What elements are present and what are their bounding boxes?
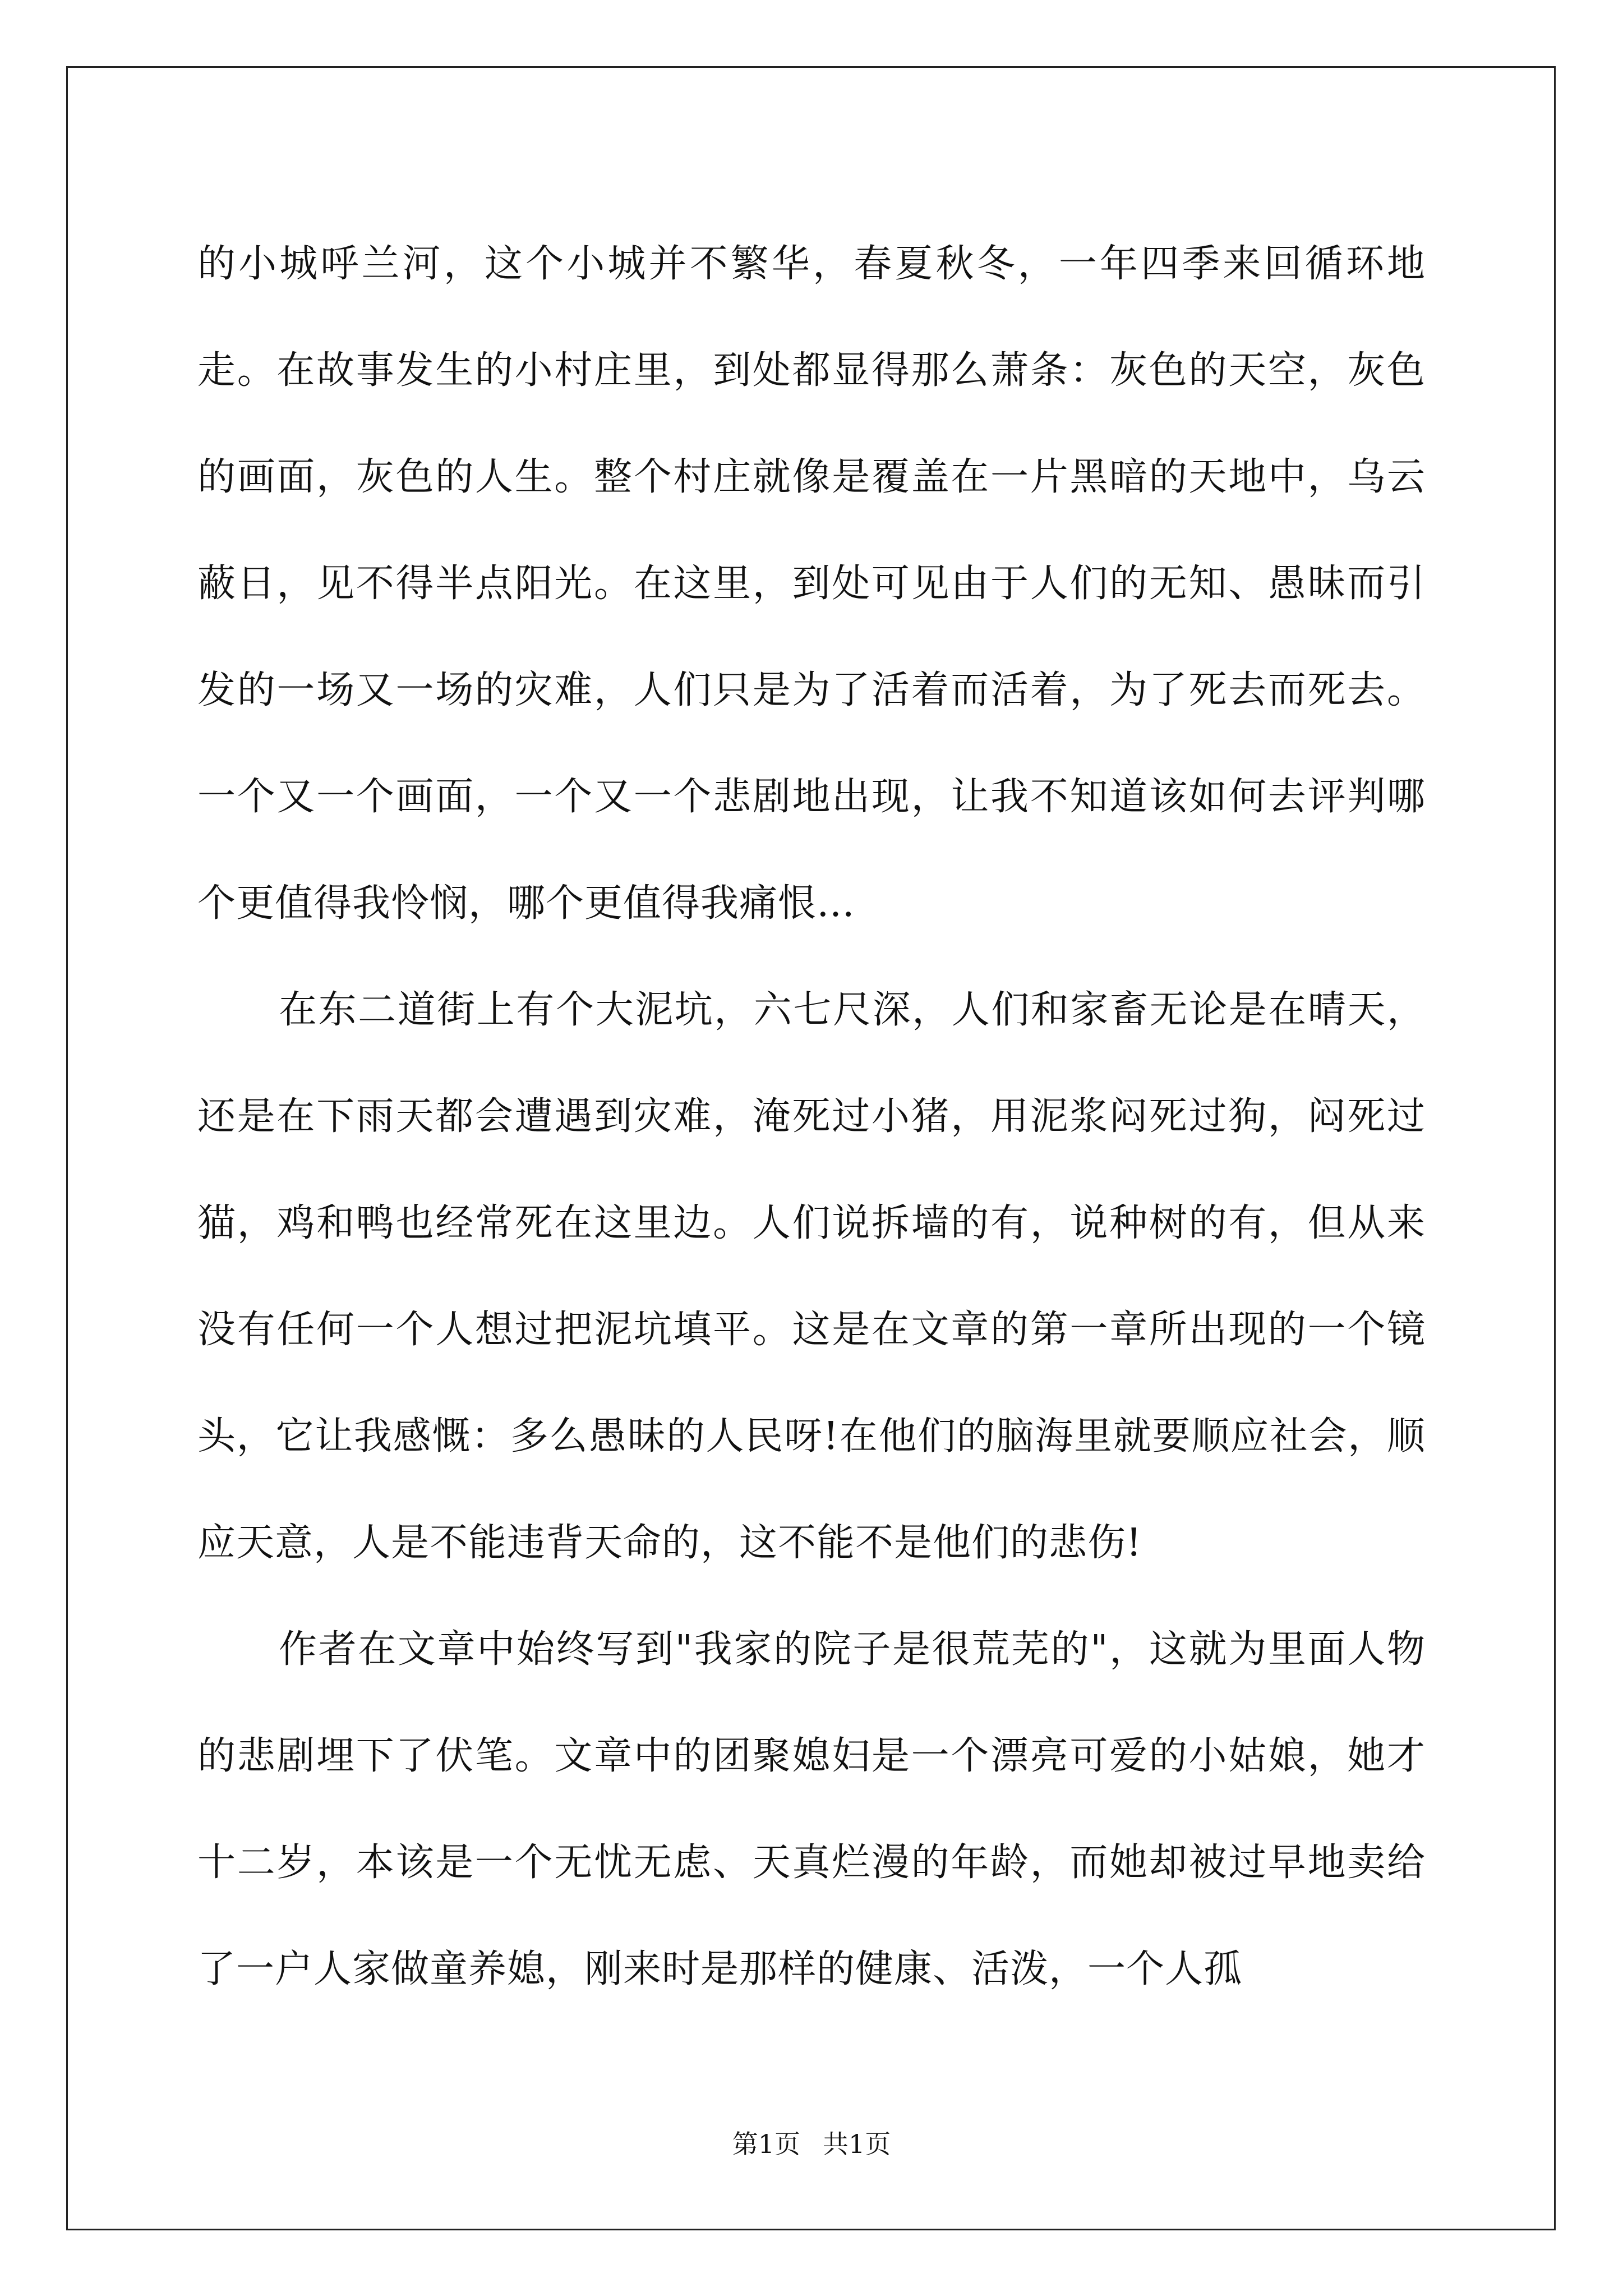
page-total: 共1页	[823, 2129, 891, 2159]
paragraph-3: 作者在文章中始终写到"我家的院子是很荒芜的"，这就为里面人物的悲剧埋下了伏笔。文章中的团聚媳妇是一个漂亮可爱的小姑娘，她才十二岁，本该是一个无忧无虑、天真烂漫的年龄，而她却被过早地卖给了一户人家做童养媳，刚来时是那样的健康、活泼，一个人孤	[197, 1627, 1426, 1991]
document-body	[197, 211, 1426, 2023]
page-footer	[0, 2127, 1623, 2161]
paragraph-2: 在东二道街上有个大泥坑，六七尺深，人们和家畜无论是在晴天，还是在下雨天都会遭遇到灾难，淹死过小猪，用泥浆闷死过狗，闷死过猫，鸡和鸭也经常死在这里边。人们说拆墙的有，说种树的有，但从来没有任何一个人想过把泥坑填平。这是在文章的第一章所出现的一个镜头，它让我感慨：多么愚昧的人民呀!在他们的脑海里就要顺应社会，顺应天意，人是不能违背天命的，这不能不是他们的悲伤!	[197, 988, 1426, 1565]
page-number: 第1页	[732, 2129, 800, 2159]
paragraph-1: 的小城呼兰河，这个小城并不繁华，春夏秋冬，一年四季来回循环地走。在故事发生的小村庄里，到处都显得那么萧条：灰色的天空，灰色的画面，灰色的人生。整个村庄就像是覆盖在一片黑暗的天地中，乌云蔽日，见不得半点阳光。在这里，到处可见由于人们的无知、愚昧而引发的一场又一场的灾难，人们只是为了活着而活着，为了死去而死去。一个又一个画面，一个又一个悲剧地出现，让我不知道该如何去评判哪个更值得我怜悯，哪个更值得我痛恨…	[197, 242, 1426, 926]
